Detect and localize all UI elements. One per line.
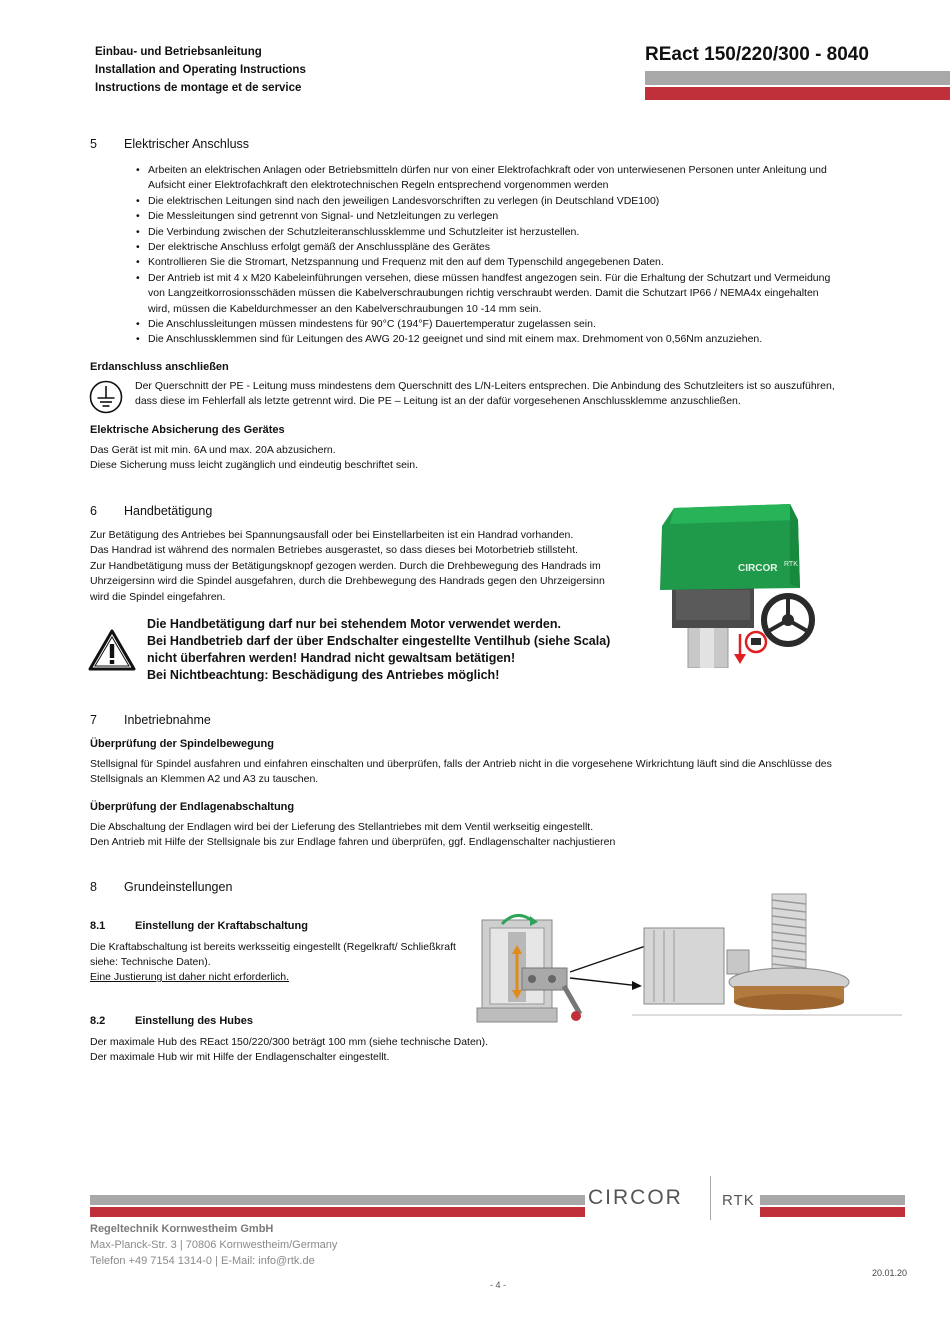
footer-bar-gray-right: [760, 1195, 905, 1205]
page-number: - 4 -: [490, 1280, 507, 1290]
list-item: • Die Messleitungen sind getrennt von Signal- und Netzleitungen zu verlegen: [136, 209, 836, 224]
company-name: Regeltechnik Kornwestheim GmbH: [90, 1223, 274, 1235]
list-item: • Arbeiten an elektrischen Anlagen oder Betriebsmitteln dürfen nur von einer Elektrofachkraft oder von unterwiesenen Personen unter Anleitung und Aufsicht einer Elektrofachkraft den elektrotechnischen Regeln entsprechend vorgenommen werden: [136, 163, 836, 194]
actuator-brand-label: CIRCOR: [738, 563, 778, 574]
logo-divider: [710, 1176, 711, 1220]
earth-connection-title: Erdanschluss anschließen: [90, 361, 229, 373]
stroke-setting-line-1: Der maximale Hub des REact 150/220/300 beträgt 100 mm (siehe technische Daten).: [90, 1036, 489, 1048]
circor-logo: [588, 1186, 698, 1216]
warning-line: Die Handbetätigung darf nur bei stehendem Motor verwendet werden.: [147, 617, 561, 631]
spindle-check-line-1: Stellsignal für Spindel ausfahren und einfahren einschalten und überprüfen, falls der Antrieb nicht in die vorgesehene Wirkrichtung läuft sind die Anschlüsse des: [90, 758, 832, 770]
list-item: • Die Verbindung zwischen der Schutzleiteranschlussklemme und Schutzleiter ist herzustellen.: [136, 225, 836, 240]
subsection-8-2-title: Einstellung des Hubes: [135, 1015, 253, 1027]
text-line: Uhrzeigersinn wird die Spindel ausgefahren, durch die Drehbewegung des Handrads gegen den Uhrzeigersinn: [90, 575, 605, 588]
earth-connection-text: Der Querschnitt der PE - Leitung muss mindestens dem Querschnitt des L/N-Leiters entsprechen. Die Anbindung des Schutzleiters ist so auszuführen, dass diese im Fehlerfall als letzte getrennt wird. Die PE – Leitung ist an der dafür vorgesehenen Anschlussklemme anzuschließen.: [135, 380, 835, 408]
actuator-image: [640, 498, 830, 668]
actuator-sub-label: RTK: [784, 561, 798, 568]
company-contact: Telefon +49 7154 1314-0 | E-Mail: info@rtk.de: [90, 1255, 315, 1267]
warning-line: Bei Nichtbeachtung: Beschädigung des Antriebes möglich!: [147, 668, 500, 682]
header-title-de: Einbau- und Betriebsanleitung: [95, 46, 262, 58]
text-line: Das Handrad ist während des normalen Betriebes ausgerastet, so dass dieses bei Motorbetrieb stillsteht.: [90, 544, 578, 557]
end-position-title: Überprüfung der Endlagenabschaltung: [90, 801, 295, 813]
list-item: • Die Anschlussleitungen müssen mindestens für 90°C (194°F) Dauertemperatur zugelassen sein.: [136, 317, 836, 332]
spindle-check-title: Überprüfung der Spindelbewegung: [90, 738, 274, 750]
warning-triangle-icon: [88, 628, 136, 672]
rtk-logo-text: RTK: [722, 1192, 755, 1209]
section-5-bullet-list: [136, 163, 836, 348]
force-setting-line-3: Eine Justierung ist daher nicht erforderlich.: [90, 971, 290, 983]
section-5-number: 5: [90, 137, 97, 151]
document-date: 20.01.20: [872, 1268, 908, 1278]
list-item: • Der Antrieb ist mit 4 x M20 Kabeleinführungen versehen, diese müssen handfest angezogen sein. Für die Erhaltung der Schutzart und Vermeidung von Langzeitkorrosionsschäden müssen die Kabelverschraubungen richtig verschraubt werden. Damit die Schutzart IP66 / NEMA4x eingehalten wird, müssen die Kabeldurchmesser an den Kabelverschraubungen 10 -14 mm sein.: [136, 271, 836, 317]
fuse-title: Elektrische Absicherung des Gerätes: [90, 424, 285, 436]
list-item: • Die Anschlussklemmen sind für Leitungen des AWG 20-12 geeignet und sind mit einem max. Drehmoment von 0,56Nm anzuziehen.: [136, 332, 836, 347]
force-setting-line-1: Die Kraftabschaltung ist bereits werksseitig eingestellt (Regelkraft/ Schließkraft: [90, 941, 456, 953]
header-bar-red: [645, 87, 950, 100]
product-title: REact 150/220/300 - 8040: [645, 44, 869, 65]
section-7-title: Inbetriebnahme: [124, 713, 211, 727]
section-6-text: [90, 528, 610, 605]
end-position-line-1: Die Abschaltung der Endlagen wird bei der Lieferung des Stellantriebes mit dem Ventil werkseitig eingestellt.: [90, 821, 594, 833]
subsection-8-1-number: 8.1: [90, 920, 106, 932]
fuse-line-1: Das Gerät ist mit min. 6A und max. 20A abzusichern.: [90, 444, 336, 456]
section-8-number: 8: [90, 880, 97, 894]
list-item: • Der elektrische Anschluss erfolgt gemäß der Anschlusspläne des Gerätes: [136, 240, 836, 255]
warning-line: nicht überfahren werden! Handrad nicht gewaltsam betätigen!: [147, 651, 516, 665]
header-bar-gray: [645, 71, 950, 85]
section-7-number: 7: [90, 713, 97, 727]
force-switch-image: [472, 890, 902, 1035]
list-item: • Kontrollieren Sie die Stromart, Netzspannung und Frequenz mit den auf dem Typenschild angegebenen Daten.: [136, 255, 836, 270]
text-line: Zur Handbetätigung muss der Betätigungsknopf gezogen werden. Durch die Drehbewegung des Handrads im: [90, 559, 601, 572]
warning-line: Bei Handbetrieb darf der über Endschalter eingestellte Ventilhub (siehe Scala): [147, 634, 611, 648]
handwheel-warning: [147, 616, 610, 684]
end-position-line-2: Den Antrieb mit Hilfe der Stellsignale bis zur Endlage fahren und überprüfen, ggf. Endlagenschalter nachjustieren: [90, 836, 616, 848]
footer-bar-red-right: [760, 1207, 905, 1217]
footer-bar-red: [90, 1207, 585, 1217]
section-6-number: 6: [90, 504, 97, 518]
stroke-setting-line-2: Der maximale Hub wir mit Hilfe der Endlagenschalter eingestellt.: [90, 1051, 390, 1063]
section-5-title: Elektrischer Anschluss: [124, 137, 250, 151]
subsection-8-1-title: Einstellung der Kraftabschaltung: [135, 920, 308, 932]
text-line: Zur Betätigung des Antriebes bei Spannungsausfall oder bei Einstellarbeiten ist ein Handrad vorhanden.: [90, 529, 574, 541]
text-line: wird die Spindel eingefahren.: [90, 590, 226, 603]
list-item: • Die elektrischen Leitungen sind nach den jeweiligen Landesvorschriften zu verlegen (in Deutschland VDE100): [136, 194, 836, 209]
circor-logo-text: CIRCOR: [588, 1186, 683, 1209]
section-8-title: Grundeinstellungen: [124, 880, 233, 894]
section-6-title: Handbetätigung: [124, 504, 213, 518]
force-setting-line-2: siehe: Technische Daten).: [90, 956, 211, 968]
fuse-line-2: Diese Sicherung muss leicht zugänglich und eindeutig beschriftet sein.: [90, 459, 419, 471]
header-title-en: Installation and Operating Instructions: [95, 64, 306, 76]
spindle-check-line-2: Stellsignals an Klemmen A2 und A3 zu tauschen.: [90, 773, 319, 785]
subsection-8-2-number: 8.2: [90, 1015, 106, 1027]
footer-bar-gray: [90, 1195, 585, 1205]
company-address: Max-Planck-Str. 3 | 70806 Kornwestheim/Germany: [90, 1239, 338, 1251]
header-title-fr: Instructions de montage et de service: [95, 82, 302, 94]
earth-ground-icon: [88, 379, 124, 415]
footer-address: [90, 1221, 337, 1269]
